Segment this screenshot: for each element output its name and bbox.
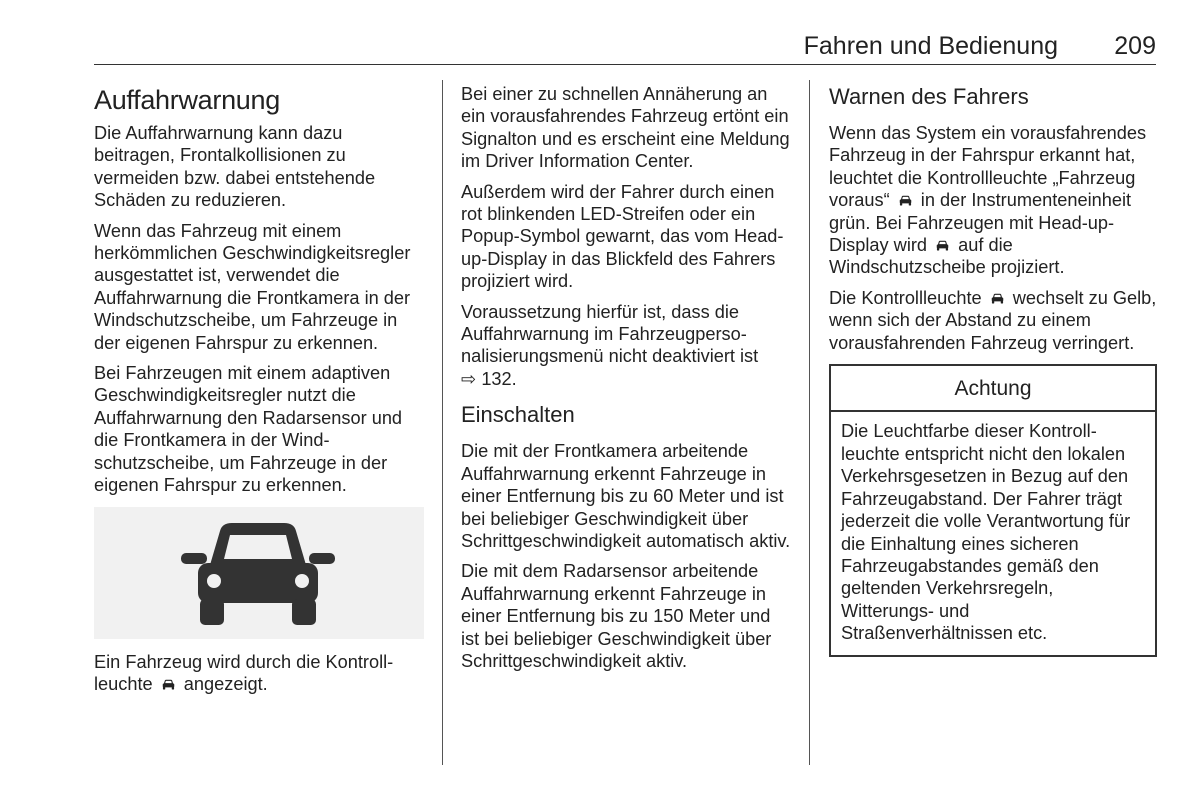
vehicle-ahead-icon — [180, 519, 336, 627]
paragraph: Voraussetzung hierfür ist, dass die Auffahrwarnung im Fahrzeugpersonalisierungsmenü nicht deaktiviert ist ⇨ 132. — [461, 301, 759, 389]
paragraph: Bei einer zu schnellen Annäherung an ein vorausfahrendes Fahrzeug ertönt ein Signalton und es erscheint eine Meldung im Driver Information Center. — [461, 84, 790, 172]
column-divider — [809, 80, 810, 765]
warning-box — [829, 364, 1157, 656]
paragraph: Die Kontrollleuchte wechselt zu Gelb, wenn sich der Abstand zu einem vorausfahrenden Fahrzeug verringert. — [829, 287, 1157, 353]
section-heading: Auffahrwarnung — [94, 85, 280, 115]
page-reference-link[interactable]: 132. — [481, 368, 517, 389]
header-rule — [94, 64, 1156, 65]
vehicle-ahead-icon — [898, 194, 913, 207]
paragraph: Die Auffahrwarnung kann dazu beitragen, Frontalkollisionen zu vermeiden bzw. dabei entstehende Schäden zu reduzieren. — [94, 123, 376, 211]
column-1 — [94, 84, 426, 703]
page-reference-arrow-icon: ⇨ — [461, 368, 477, 389]
column-divider — [442, 80, 443, 765]
paragraph: Wenn das System ein vorausfahrendes Fahrzeug in der Fahrspur erkannt hat, leuchtet die Kontrollleuchte „Fahrzeug voraus“ in der Instrumenteneinheit grün. Bei Fahrzeugen mit Head-up-Display wird auf die Windschutzscheibe projiziert. — [829, 123, 1147, 278]
warning-text: Die Leuchtfarbe dieser Kontrollleuchte entspricht nicht den lokalen Verkehrsgesetzen in Bezug auf den Fahrzeugabstand. Der Fahrer trägt jederzeit die volle Verantwortung für die Einhaltung eines sicheren Fahrzeugabstandes gemäß den geltenden Verkehrsregeln, Witterungs- und Straßenverhältnissen etc. — [841, 421, 1131, 644]
vehicle-ahead-icon — [161, 678, 176, 691]
vehicle-ahead-icon — [935, 239, 950, 252]
vehicle-ahead-icon — [990, 292, 1005, 305]
paragraph: Die mit der Frontkamera arbeitende Auffahrwarnung erkennt Fahrzeuge in einer Entfernung bis zu 60 Meter und ist bei beliebiger Geschwindigkeit über Schrittgeschwindigkeit automatisch aktiv. — [461, 441, 791, 551]
paragraph: Außerdem wird der Fahrer durch einen rot blinkenden LED-Streifen oder ein Popup-Symbol gewarnt, das vom Head-up-Display in das Blickfeld des Fahrers projiziert wird. — [461, 181, 784, 292]
section-heading: Einschalten — [461, 402, 575, 428]
page-number: 209 — [1114, 32, 1156, 60]
header-title: Fahren und Bedienung — [803, 32, 1058, 60]
paragraph: Die mit dem Radarsensor arbeitende Auffahrwarnung erkennt Fahrzeuge in einer Entfernung bis zu 150 Meter und ist bei beliebiger Geschwindigkeit über Schrittgeschwindigkeit aktiv. — [461, 561, 772, 671]
figure-caption: Ein Fahrzeug wird durch die Kontrollleuchte angezeigt. — [94, 651, 394, 694]
figure-vehicle-ahead — [94, 507, 424, 639]
paragraph: Bei Fahrzeugen mit einem adaptiven Geschwindigkeitsregler nutzt die Auffahrwarnung den Radarsensor und die Frontkamera in der Windschutzscheibe, um Fahrzeuge in der eigenen Fahrspur zu erkennen. — [94, 363, 403, 496]
warning-title: Achtung — [831, 366, 1155, 412]
paragraph: Wenn das Fahrzeug mit einem herkömmlichen Geschwindigkeitsregler ausgestattet ist, verwendet die Auffahrwarnung die Frontkamera in der Windschutzscheibe, um Fahrzeuge in der eigenen Fahrspur zu erkennen. — [94, 220, 411, 353]
column-3 — [829, 84, 1159, 657]
column-2 — [461, 83, 793, 680]
section-heading: Warnen des Fahrers — [829, 84, 1029, 109]
